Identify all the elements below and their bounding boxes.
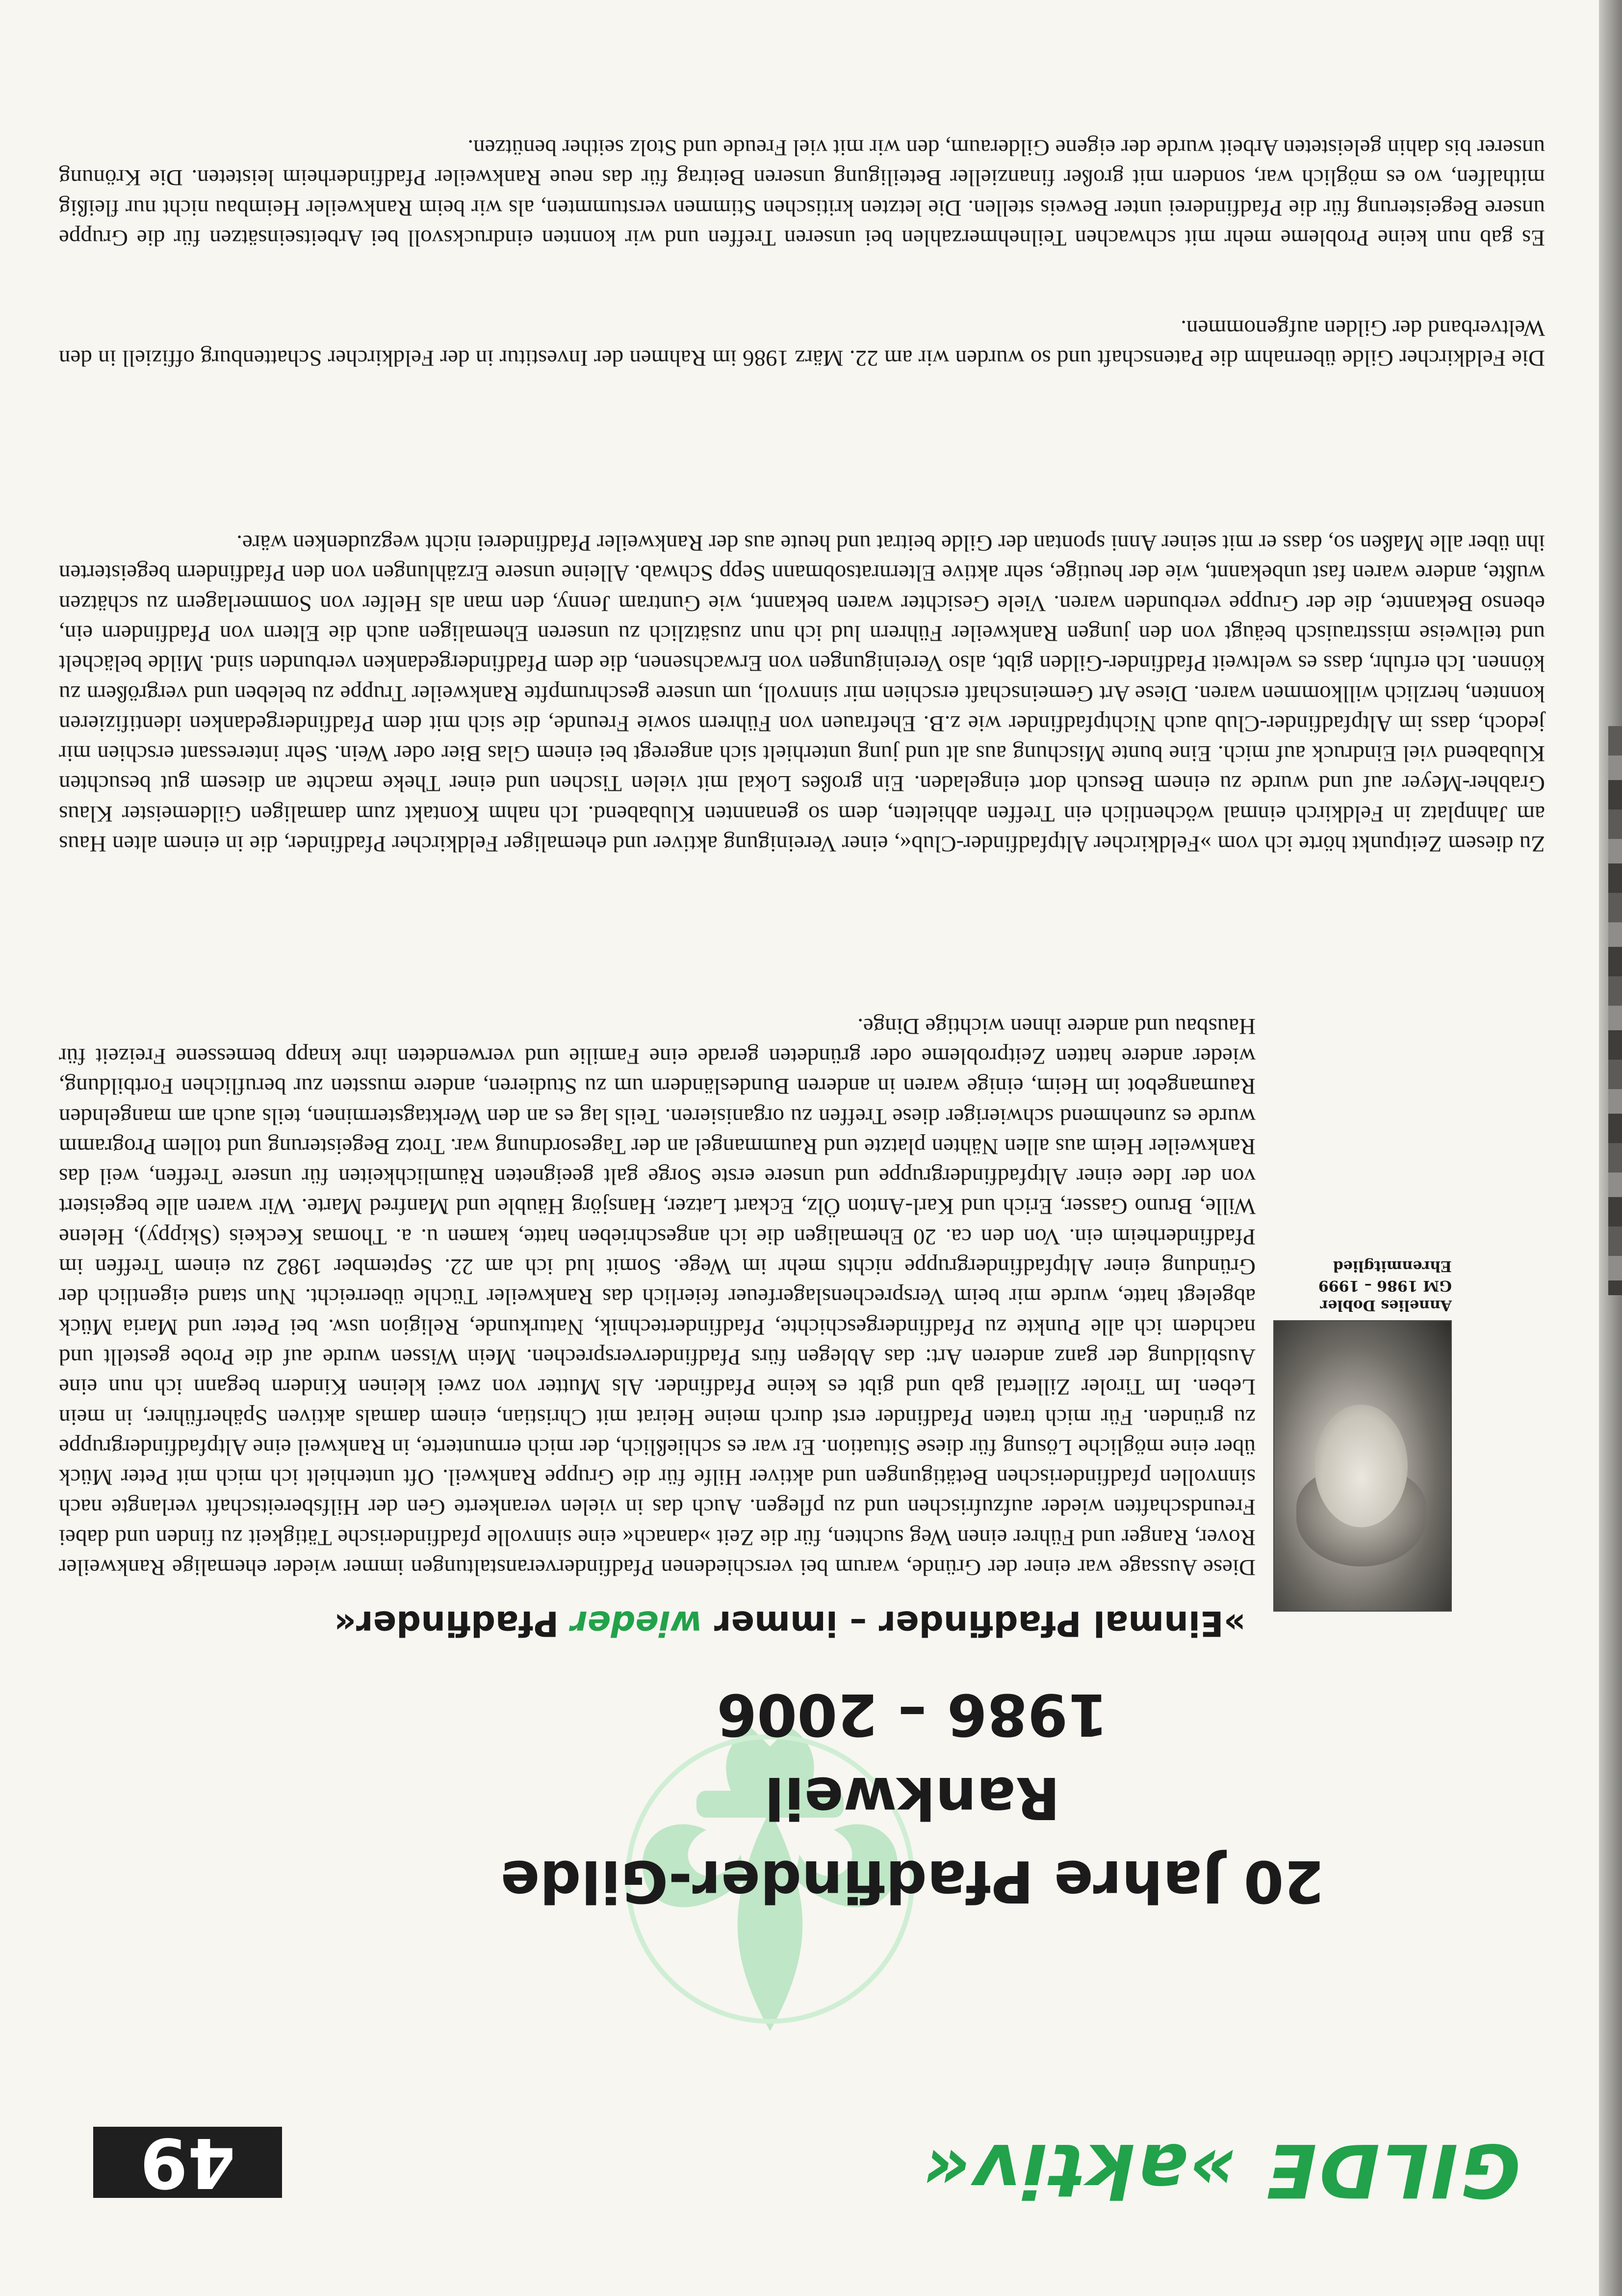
caption-status: Ehrenmitglied — [1333, 1257, 1452, 1275]
article-paragraph-4: Es gab nun keine Probleme mehr mit schwachen Teilnehmerzahlen bei unseren Treffen und wir konnten eindrucksvoll bei Arbeitseinsätzen für die Gruppe unsere Begeisterung für die Pfadfinderei unter Beweis stellen. Die letzten kritischen Stimmen verstummten, als wir beim Rankweiler Heimbau nicht nur fleißig mithalfen, wo es möglich war, sondern mit großer finanzieller Beteiligung unseren Beitrag für das neue Rankweiler Pfadfinderheim leisteten. Die Krönung unserer bis dahin geleisteten Arbeit wurde der eigene Gilderaum, den wir mit viel Freude und Stolz seither benützen. — [59, 135, 1545, 251]
title-line-1: 20 Jahre Pfadfinder-Gilde Rankweil — [500, 1764, 1324, 1915]
caption-role: GM 1986 – 1999 — [1318, 1277, 1452, 1294]
magazine-title: GILDE »aktiv« — [921, 2127, 1520, 2213]
title-line-2: 1986 – 2006 — [717, 1681, 1108, 1748]
page-number: 49 — [93, 2127, 282, 2198]
adjacent-page-strip — [1608, 726, 1622, 1295]
caption-name: Annelies Dobler — [1320, 1297, 1452, 1314]
article-paragraph-2: Zu diesem Zeitpunkt hörte ich vom »Feldkircher Altpfadfinder-Club«, einer Vereinigung aktiver und ehemaliger Feldkircher Pfadfinder, die in einem alten Haus am Jahnplatz in Feldkirch einmal wöchentlich ein Treffen abhielten, dem so genannten Klubabend. Ich nahm Kontakt zum damaligen Gildemeister Klaus Grabher-Meyer auf und wurde zu einem Besuch dort eingeladen. Ein großes Lokal mit vielen Tischen und einer Theke machte an diesem gut besuchten Klubabend viel Eindruck auf mich. Eine bunte Mischung aus alt und jung unterhielt sich angeregt bei einem Glas Bier oder Wein. Sehr interessant erschien mir jedoch, dass im Altpfadfinder-Club auch Nichtpfadfinder wie z.B. Ehefrauen von Führern sowie Freunde, die sich mit dem Pfadfindergedanken identifizieren konnten, herzlich willkommen waren. Diese Art Gemeinschaft erschien mir sinnvoll, um unsere geschrumpfte Rankweiler Truppe zu beleben und vergrößern zu können. Ich erfuhr, dass es weltweit Pfadfinder-Gilden gibt, also Vereinigungen von Erwachsenen, die dem Pfadfindergedanken verbunden sind. Milde belächelt und teilweise misstrauisch beäugt von den jungen Rankweiler Führern lud ich nun zusätzlich zu unseren Ehemaligen auch die Eltern von Pfadfindern ein, ebenso Bekannte, die der Gruppe verbunden waren. Viele Gesichter waren bekannt, wie Guntram Jenny, den man als Helfer von Sommerlagern zu schätzen wußte, andere waren fast unbekannt, wie der heutige, sehr aktive Elternratsobmann Sepp Schwab. Alleine unsere Erzählungen von den Pfadfindern begeisterten ihn über alle Maßen so, dass er mit seiner Anni spontan der Gilde beitrat und heute aus der Rankweiler Pfadfinderei nicht wegzudenken wäre. — [59, 530, 1545, 857]
article-paragraph-3: Die Feldkircher Gilde übernahm die Patenschaft und so wurden wir am 22. März 1986 im Rahmen der Investitur in der Feldkircher Schattenburg offiziell in den Weltverband der Gilden aufgenommen. — [59, 315, 1545, 371]
page-title — [348, 1673, 1476, 1923]
article-paragraph-1: Diese Aussage war einer der Gründe, warum bei verschiedenen Pfadfinderveranstaltungen immer wieder ehemalige Rankweiler Rover, Ranger und Führer einen Weg suchten, für die Zeit »danach« eine sinnvolle pfadfinderische Tätigkeit zu finden und dabei Freundschaften wieder aufzufrischen und zu pflegen. Auch das in vielen verankerte Gen der Hilfsbereitschaft verlangte nach sinnvollen pfadfinderischen Betätigungen und aktiver Hilfe für die Gruppe Rankweil. Oft unterhielt ich mich mit Peter Mück über eine mögliche Lösung für diese Situation. Er war es schließlich, der mich ermunterte, in Rankweil eine Altpfadfindergruppe zu gründen. Für mich traten Pfadfinder erst durch meine Heirat mit Christian, einem damals aktiven Späherführer, in mein Leben. Im Tiroler Zillertal gab und gibt es keine Pfadfinder. Als Mutter von zwei kleinen Kindern begann ich nun eine Ausbildung der ganz anderen Art: das Ablegen fürs Pfadfinderversprechen. Mein Wissen wurde auf die Probe gestellt und nachdem ich alle Punkte zu Pfadfindergeschichte, Pfadfindertechnik, Naturkunde, Religion usw. bei Peter und Maria Mück abgelegt hatte, wurde mir beim Versprechenslagerfeuer feierlich das Rankweiler Tüchle überreicht. Nun stand eigentlich der Gründung einer Altpfadfindergruppe nichts mehr im Wege. Somit lud ich am 22. September 1982 zu einem Treffen im Pfadfinderheim ein. Von den ca. 20 Ehemaligen die ich angeschrieben hatte, kamen u. a. Thomas Keckeis (Skippy), Helene Wille, Bruno Gasser, Erich und Karl-Anton Ölz, Eckart Latzer, Hansjörg Häuble und Manfred Marte. Wir waren alle begeistert von der Idee einer Altpfadfindergruppe und unsere erste Sorge galt geeigneten Räumlichkeiten für unsere Treffen, weil das Rankweiler Heim aus allen Nähten platzte und Raummangel an der Tagesordnung war. Trotz Begeisterung und tollem Programm wurde es zunehmend schwieriger diese Treffen zu organisieren. Teils lag es an den Werktagsterminen, teils auch am mangelnden Raumangebot im Heim, einige waren in anderen Bundesländern um zu Studieren, andere mussten zur beruflichen Fortbildung, wieder andere hatten Zeitprobleme oder gründeten gerade eine Familie und verwendeten ihre knapp bemessene Freizeit für Hausbau und andere ihnen wichtige Dinge. — [59, 1013, 1256, 1580]
page-header — [0, 2061, 1599, 2296]
heading-accent-word: wieder — [570, 1603, 702, 1644]
article-heading — [334, 1603, 1246, 1644]
heading-text-end: Pfadfinder« — [334, 1603, 571, 1644]
heading-text-start: »Einmal Pfadfinder – immer — [702, 1603, 1246, 1644]
